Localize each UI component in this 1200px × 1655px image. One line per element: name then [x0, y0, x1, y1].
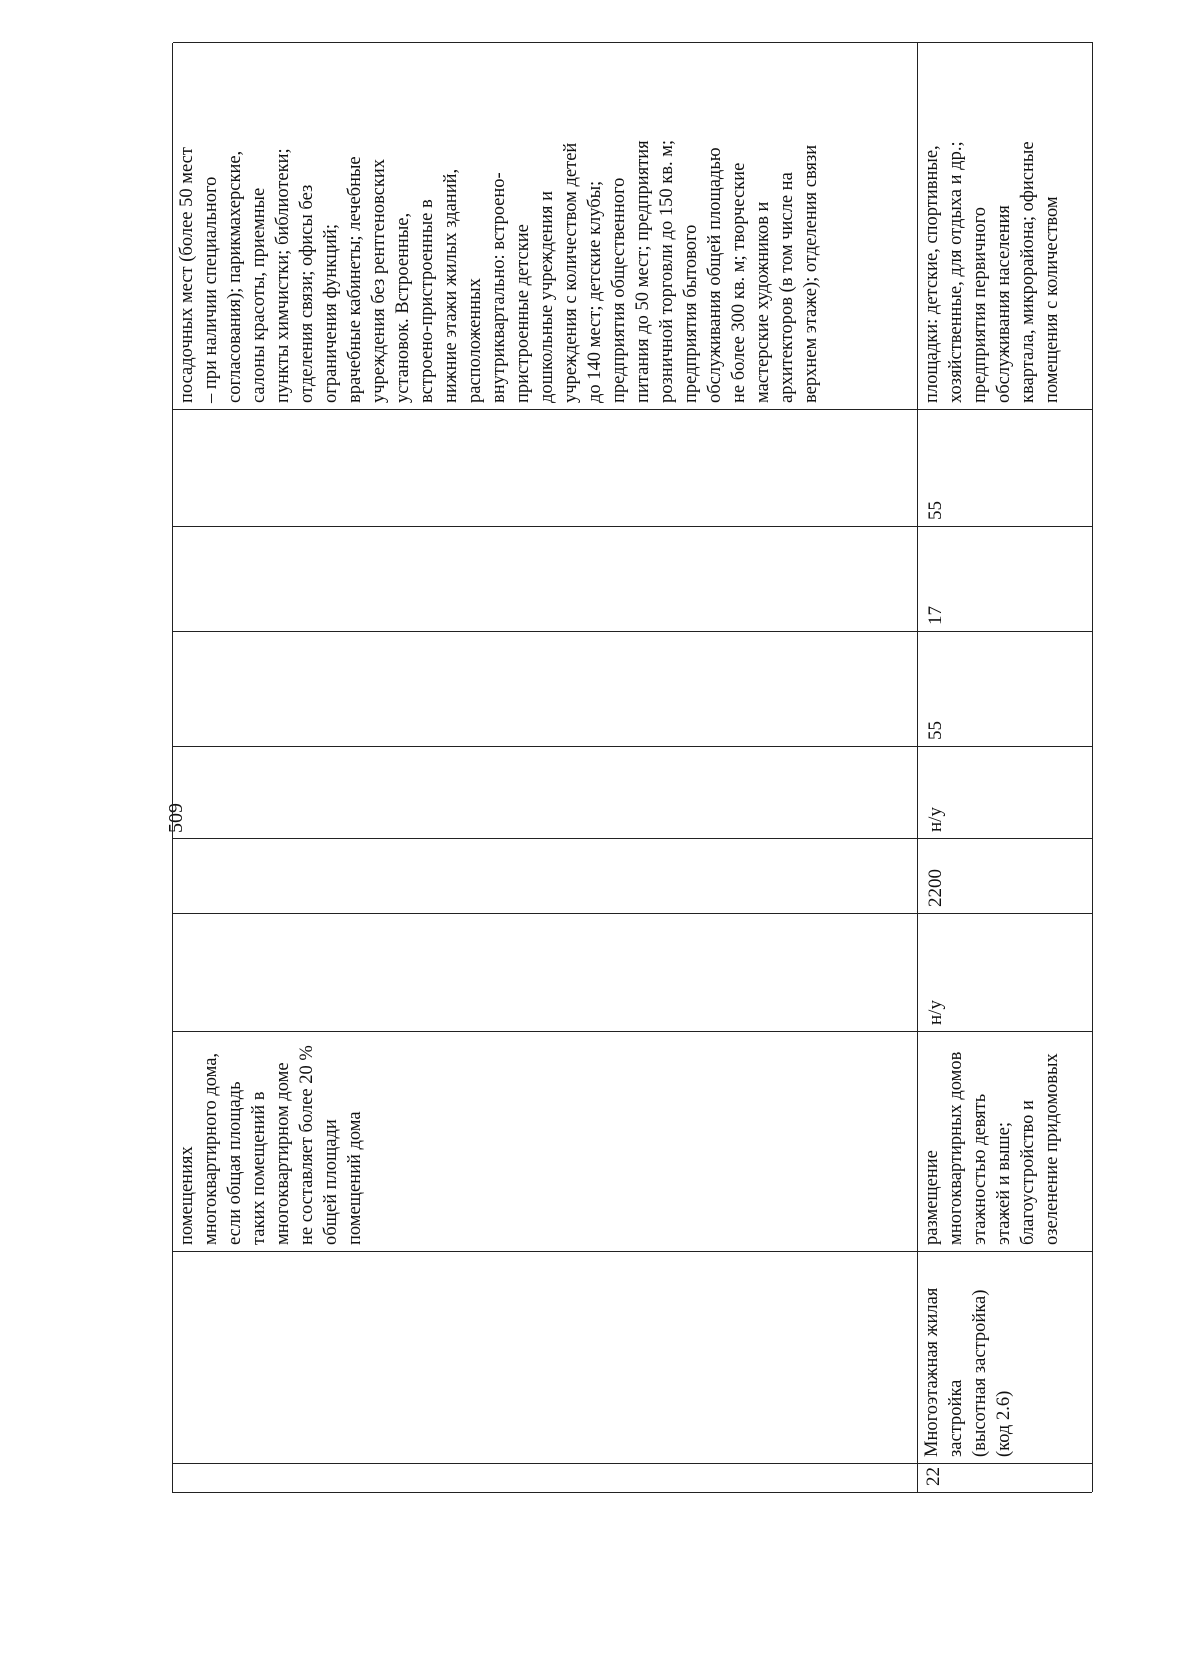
row-number — [173, 1463, 918, 1492]
zone-description: размещение многоквартирных домов этажностью девять этажей и выше; благоустройство и озеленение придомовых — [918, 1031, 1093, 1251]
param-cell — [173, 913, 918, 1031]
param-cell: 55 — [918, 409, 1093, 526]
param-cell — [173, 746, 918, 838]
zone-name — [173, 1251, 918, 1463]
permitted-uses: площадки: детские, спортивные, хозяйственные, для отдыха и др.; предприятия первичного обслуживания населения квартала, микрорайона; офисные помещения с количеством — [918, 42, 1093, 409]
table-rotator — [172, 43, 1092, 1493]
param-cell — [173, 838, 918, 913]
param-cell: 2200 — [918, 838, 1093, 913]
page-number: 509 — [165, 803, 187, 833]
param-cell — [173, 631, 918, 746]
param-cell: 17 — [918, 526, 1093, 631]
zone-description: помещениях многоквартирного дома, если общая площадь таких помещений в многоквартирном доме не составляет более 20 % общей площади помещений дома — [173, 1031, 918, 1251]
zone-name: Многоэтажная жилая застройка (высотная застройка) (код 2.6) — [918, 1251, 1093, 1463]
param-cell — [173, 409, 918, 526]
param-cell: н/у — [918, 746, 1093, 838]
zoning-table — [172, 43, 1092, 1493]
row-number: 22 — [918, 1463, 1093, 1492]
param-cell — [173, 526, 918, 631]
param-cell: н/у — [918, 913, 1093, 1031]
permitted-uses: посадочных мест (более 50 мест – при наличии специального согласования); парикмахерские, салоны красоты, приемные пункты химчистки; библиотеки; отделения связи; офисы без ограничения функций; врачебные кабинеты; лечебные учреждения без рентгеновских установок. Встроенные, встроено-пристроенные в нижние этажи жилых зданий, расположенных внутриквартально: встроено- пристроенные детские дошкольные учреждения и учреждения с количеством детей до 140 мест; детские клубы; предприятия общественного питания до 50 мест; предприятия розничной торговли до 150 кв. м; предприятия бытового обслуживания общей площадью не более 300 кв. м; творческие мастерские художников и архитекторов (в том числе на верхнем этаже); отделения связи — [173, 42, 918, 409]
param-cell: 55 — [918, 631, 1093, 746]
